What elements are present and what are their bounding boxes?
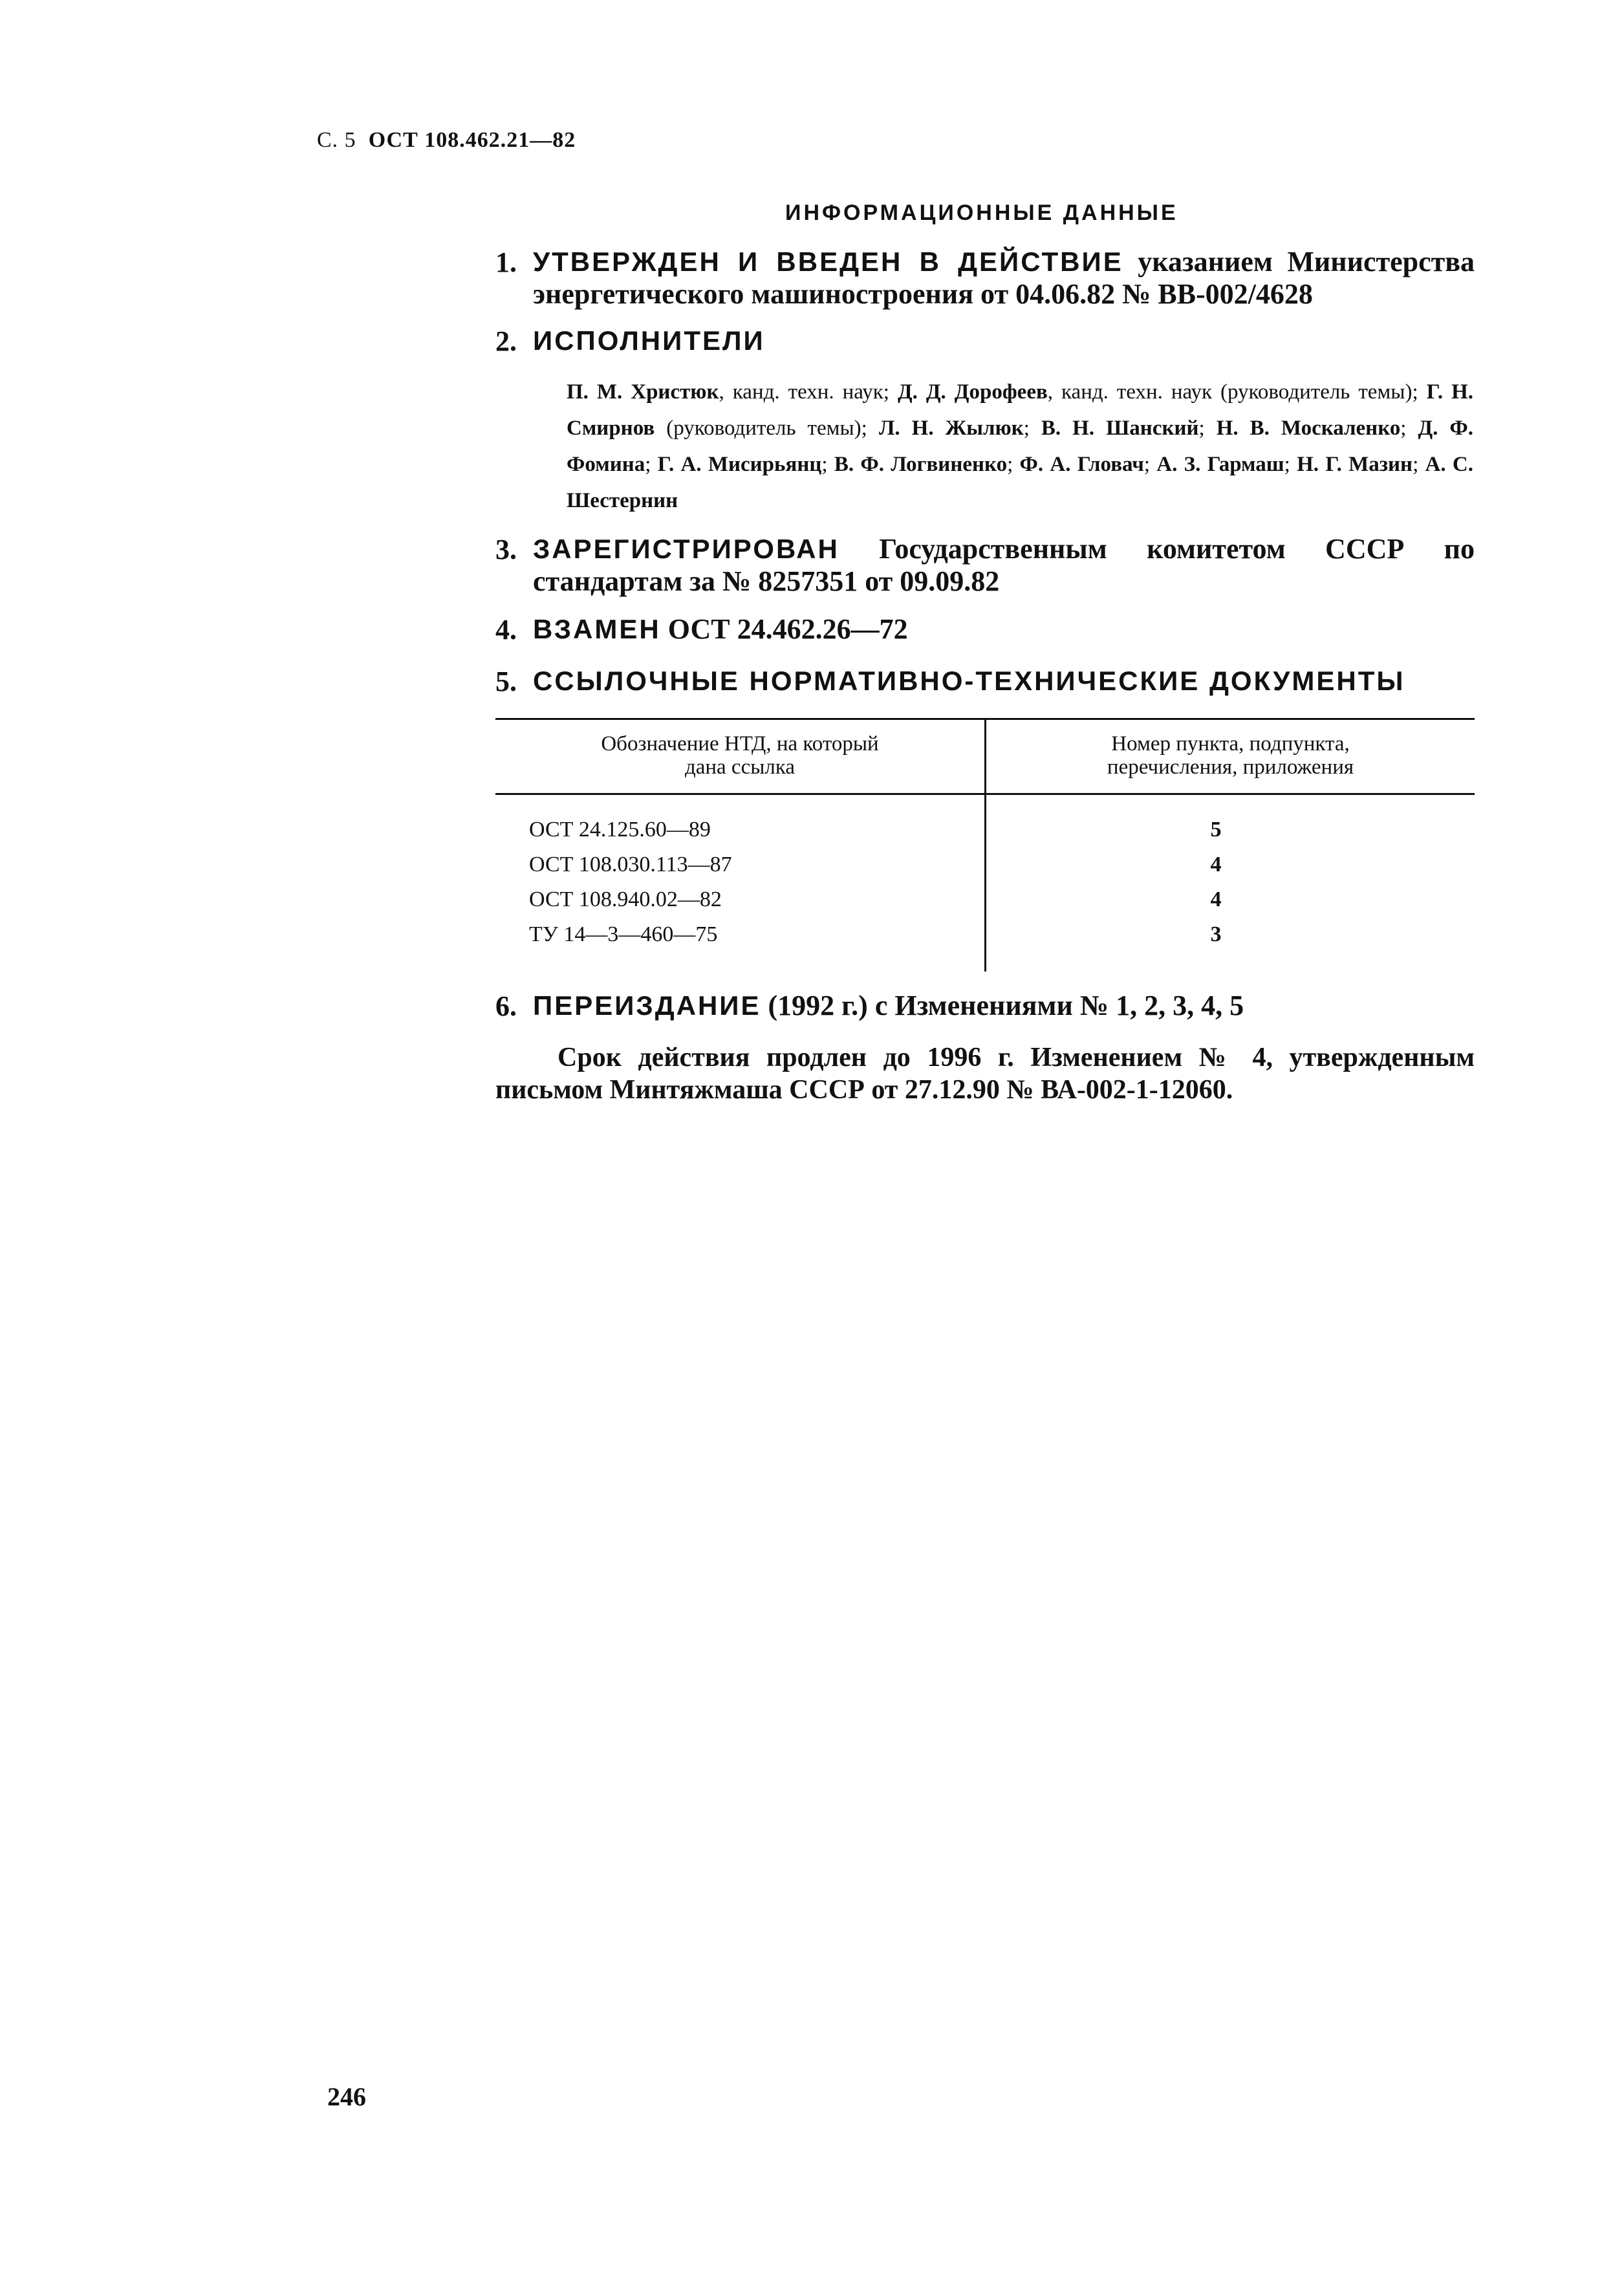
person-role: , канд. техн. наук; <box>719 380 898 404</box>
person-name: П. М. Христюк <box>567 380 719 404</box>
section-5-heading: ССЫЛОЧНЫЕ НОРМАТИВНО-ТЕХНИЧЕСКИЕ ДОКУМЕНТЫ <box>533 666 1405 696</box>
person-role: (руководитель темы); <box>655 417 879 440</box>
separator: ; <box>1007 453 1020 476</box>
cell-document: ОСТ 108.030.113—87 <box>529 853 732 876</box>
section-3-body: Государственным комитетом СССР по стандартам за № 8257351 от 09.09.82 <box>533 533 1475 597</box>
section-6-text <box>533 990 1475 1022</box>
cell-document: ОСТ 108.940.02—82 <box>529 887 722 911</box>
header-line: перечисления, приложения <box>1107 755 1354 779</box>
section-5-text <box>533 665 1475 697</box>
person-name: Н. Г. Мазин <box>1297 453 1413 476</box>
table-header-document <box>495 732 984 779</box>
section-4 <box>495 613 1475 646</box>
section-2-heading: ИСПОЛНИТЕЛИ <box>533 325 765 356</box>
person-name: Н. В. Москаленко <box>1216 417 1401 440</box>
person-name: Ф. А. Гловач <box>1019 453 1144 476</box>
separator: ; <box>1198 417 1217 440</box>
section-4-body: ОСТ 24.462.26—72 <box>660 613 908 645</box>
section-3-heading: ЗАРЕГИСТРИРОВАН <box>533 534 839 564</box>
section-2 <box>495 325 1475 357</box>
section-6-body: (1992 г.) с Изменениями № 1, 2, 3, 4, 5 <box>761 990 1244 1021</box>
section-1 <box>495 246 1475 310</box>
cell-document: ТУ 14—3—460—75 <box>529 922 718 946</box>
section-3 <box>495 533 1475 598</box>
header-line: дана ссылка <box>684 755 796 779</box>
cell-item: 3 <box>1210 922 1222 946</box>
header-prefix: С. 5 <box>317 128 356 152</box>
section-6-heading: ПЕРЕИЗДАНИЕ <box>533 990 761 1021</box>
section-2-text <box>533 325 1475 357</box>
extension-note: Срок действия продлен до 1996 г. Изменением № 4, утвержденным письмом Минтяжмаша СССР от 27.12.90 № ВА-002-1-12060. <box>495 1043 1475 1105</box>
page-header <box>317 128 576 153</box>
section-1-body: указанием Министерства энергетического машиностроения от 04.06.82 № ВВ-002/4628 <box>533 246 1475 310</box>
person-name: Л. Н. Жылюк <box>878 417 1024 440</box>
person-name: В. Н. Шанский <box>1041 417 1199 440</box>
cell-item: 4 <box>1210 853 1222 876</box>
person-name: А. З. Гармаш <box>1156 453 1284 476</box>
person-name: А. С. Шестернин <box>567 453 1473 512</box>
section-4-number: 4. <box>495 614 517 646</box>
section-1-heading: УТВЕРЖДЕН И ВВЕДЕН В ДЕЙСТВИЕ <box>533 246 1123 277</box>
person-name: Г. А. Мисирьянц <box>657 453 822 476</box>
header-line: Номер пункта, подпункта, <box>1111 732 1350 755</box>
separator: ; <box>645 453 658 476</box>
separator: ; <box>1023 417 1041 440</box>
section-4-heading: ВЗАМЕН <box>533 614 661 644</box>
separator: ; <box>1284 453 1297 476</box>
person-role: , канд. техн. наук (руководитель темы); <box>1047 380 1427 404</box>
section-6 <box>495 990 1475 1022</box>
separator: ; <box>821 453 834 476</box>
section-5 <box>495 665 1475 697</box>
person-name: Д. Ф. Фомина <box>567 417 1473 476</box>
page-number: 246 <box>327 2082 366 2111</box>
header-line: Обозначение НТД, на который <box>601 732 879 755</box>
section-5-number: 5. <box>495 666 517 697</box>
person-name: В. Ф. Логвиненко <box>834 453 1008 476</box>
separator: ; <box>1413 453 1425 476</box>
table-header-item <box>986 732 1475 779</box>
section-2-number: 2. <box>495 325 517 357</box>
separator: ; <box>1143 453 1157 476</box>
section-3-number: 3. <box>495 534 517 565</box>
section-6-number: 6. <box>495 990 517 1022</box>
section-1-text <box>533 246 1475 310</box>
header-code: ОСТ 108.462.21—82 <box>368 128 576 152</box>
section-3-text <box>533 533 1475 598</box>
cell-item: 5 <box>1210 818 1222 842</box>
executors-list <box>567 374 1473 519</box>
separator: ; <box>1400 417 1418 440</box>
person-name: Д. Д. Дорофеев <box>897 380 1048 404</box>
section-4-text <box>533 613 1475 646</box>
section-1-number: 1. <box>495 246 517 278</box>
person-name: Г. Н. Смирнов <box>567 380 1473 440</box>
cell-document: ОСТ 24.125.60—89 <box>529 818 711 842</box>
cell-item: 4 <box>1210 887 1222 911</box>
section-title: ИНФОРМАЦИОННЫЕ ДАННЫЕ <box>785 201 1178 225</box>
